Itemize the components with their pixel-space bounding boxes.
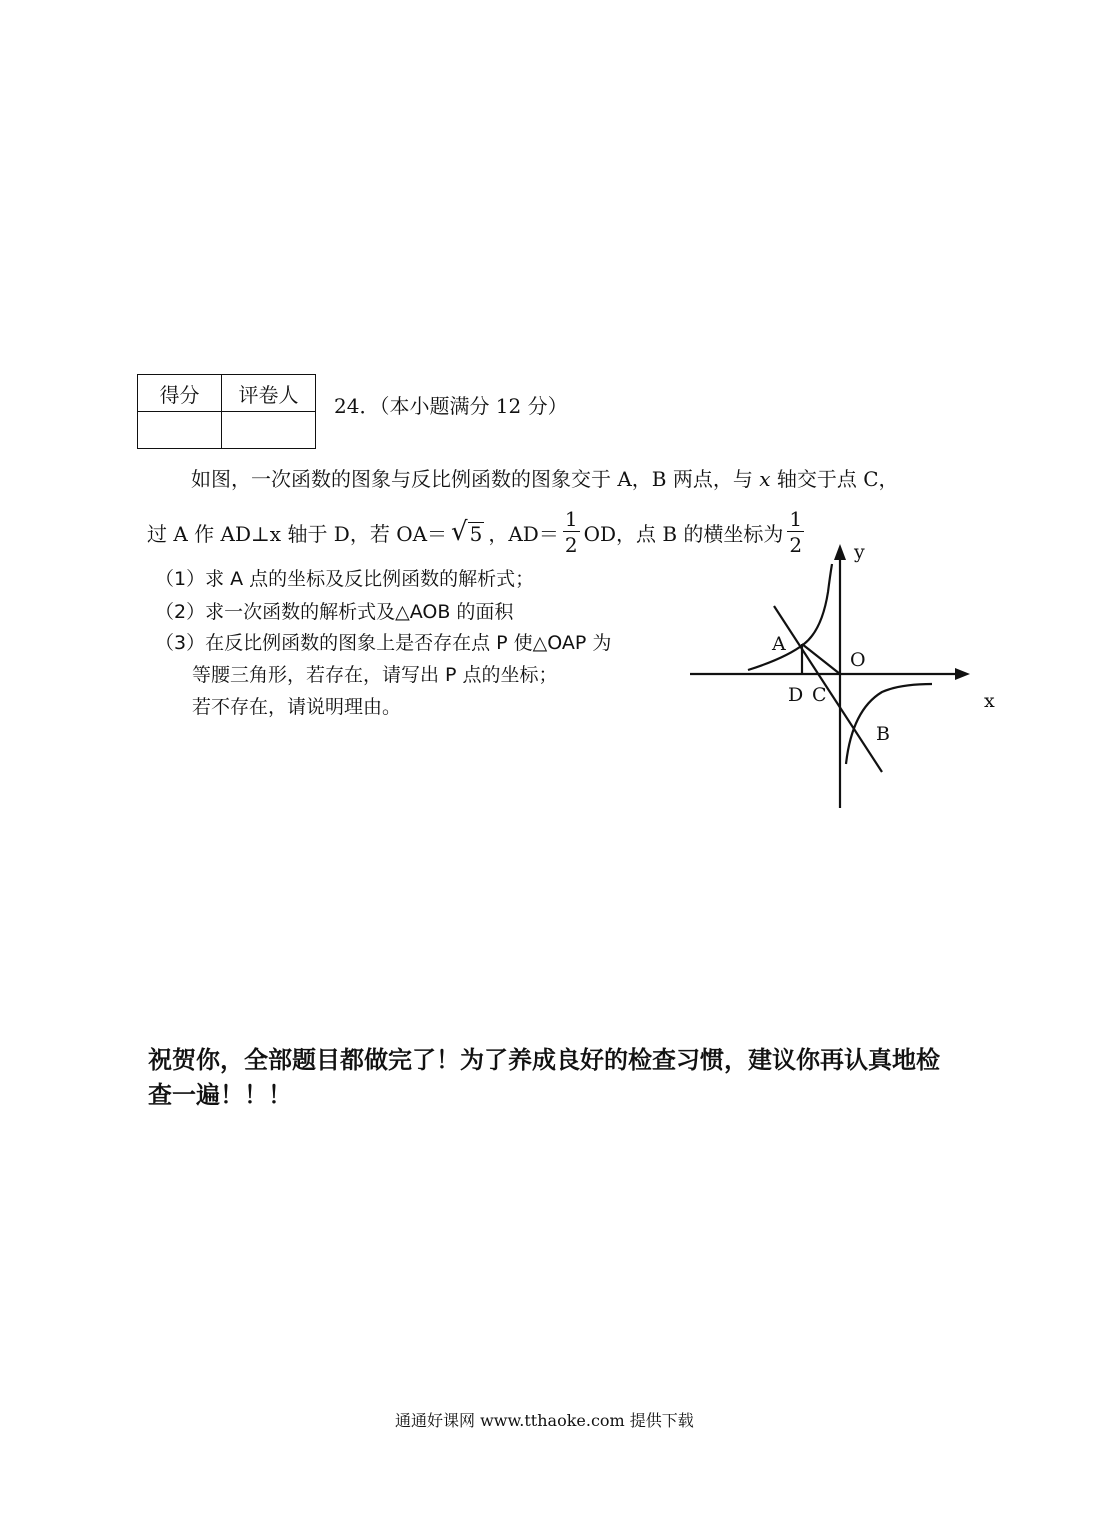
para2-text-a: 过 A 作 AD⊥x 轴于 D，若 OA＝ — [147, 521, 448, 546]
score-header: 得分 — [138, 375, 222, 412]
fraction-half-1 — [563, 509, 580, 555]
x-axis-arrow-icon — [955, 668, 970, 680]
para1-text-b: 轴交于点 C， — [776, 467, 899, 491]
para2-text-c: OD，点 B 的横坐标为 — [583, 521, 784, 546]
function-graph — [686, 536, 1006, 816]
origin-label: O — [850, 649, 866, 671]
problem-paragraph-1 — [191, 463, 899, 492]
point-b-label: B — [876, 723, 890, 745]
point-a-label: A — [772, 633, 786, 655]
grader-cell — [222, 412, 316, 449]
question-3-line-1: （3）在反比例函数的图象上是否存在点 P 使△OAP 为 — [155, 632, 612, 654]
para2-text-b: ，AD＝ — [488, 521, 559, 546]
x-axis-label: x — [984, 690, 995, 712]
question-3-line-3: 若不存在，请说明理由。 — [192, 696, 402, 718]
radicand: 5 — [469, 522, 483, 546]
point-c-label: C — [812, 684, 827, 706]
grader-header: 评卷人 — [222, 375, 316, 412]
fraction-numerator: 1 — [789, 507, 803, 531]
para1-text-a: 如图，一次函数的图象与反比例函数的图象交于 A，B 两点，与 — [191, 467, 753, 491]
y-axis-label: y — [854, 541, 865, 563]
point-d-label: D — [788, 684, 804, 706]
y-axis-arrow-icon — [834, 544, 846, 560]
radical-sign: √ — [451, 517, 468, 547]
fraction-denominator: 2 — [564, 533, 578, 557]
score-table — [137, 374, 316, 449]
sqrt-expression — [451, 519, 484, 545]
question-1: （1）求 A 点的坐标及反比例函数的解析式； — [155, 568, 535, 590]
fraction-numerator: 1 — [564, 507, 578, 531]
congrats-line-1: 祝贺你，全部题目都做完了！为了养成良好的检查习惯，建议你再认真地检 — [148, 1046, 940, 1074]
hyperbola-branch-upper-left — [748, 564, 832, 670]
congrats-line-2: 查一遍！！！ — [148, 1081, 292, 1109]
score-cell — [138, 412, 222, 449]
question-2: （2）求一次函数的解析式及△AOB 的面积 — [155, 601, 514, 623]
footer-credit: 通通好课网 www.tthaoke.com 提供下载 — [395, 1411, 694, 1430]
fraction-denominator: 2 — [789, 533, 803, 557]
problem-title: 24．（本小题满分 12 分） — [334, 394, 568, 418]
para1-variable: x — [759, 467, 771, 491]
question-3-line-2: 等腰三角形，若存在，请写出 P 点的坐标； — [192, 664, 558, 686]
